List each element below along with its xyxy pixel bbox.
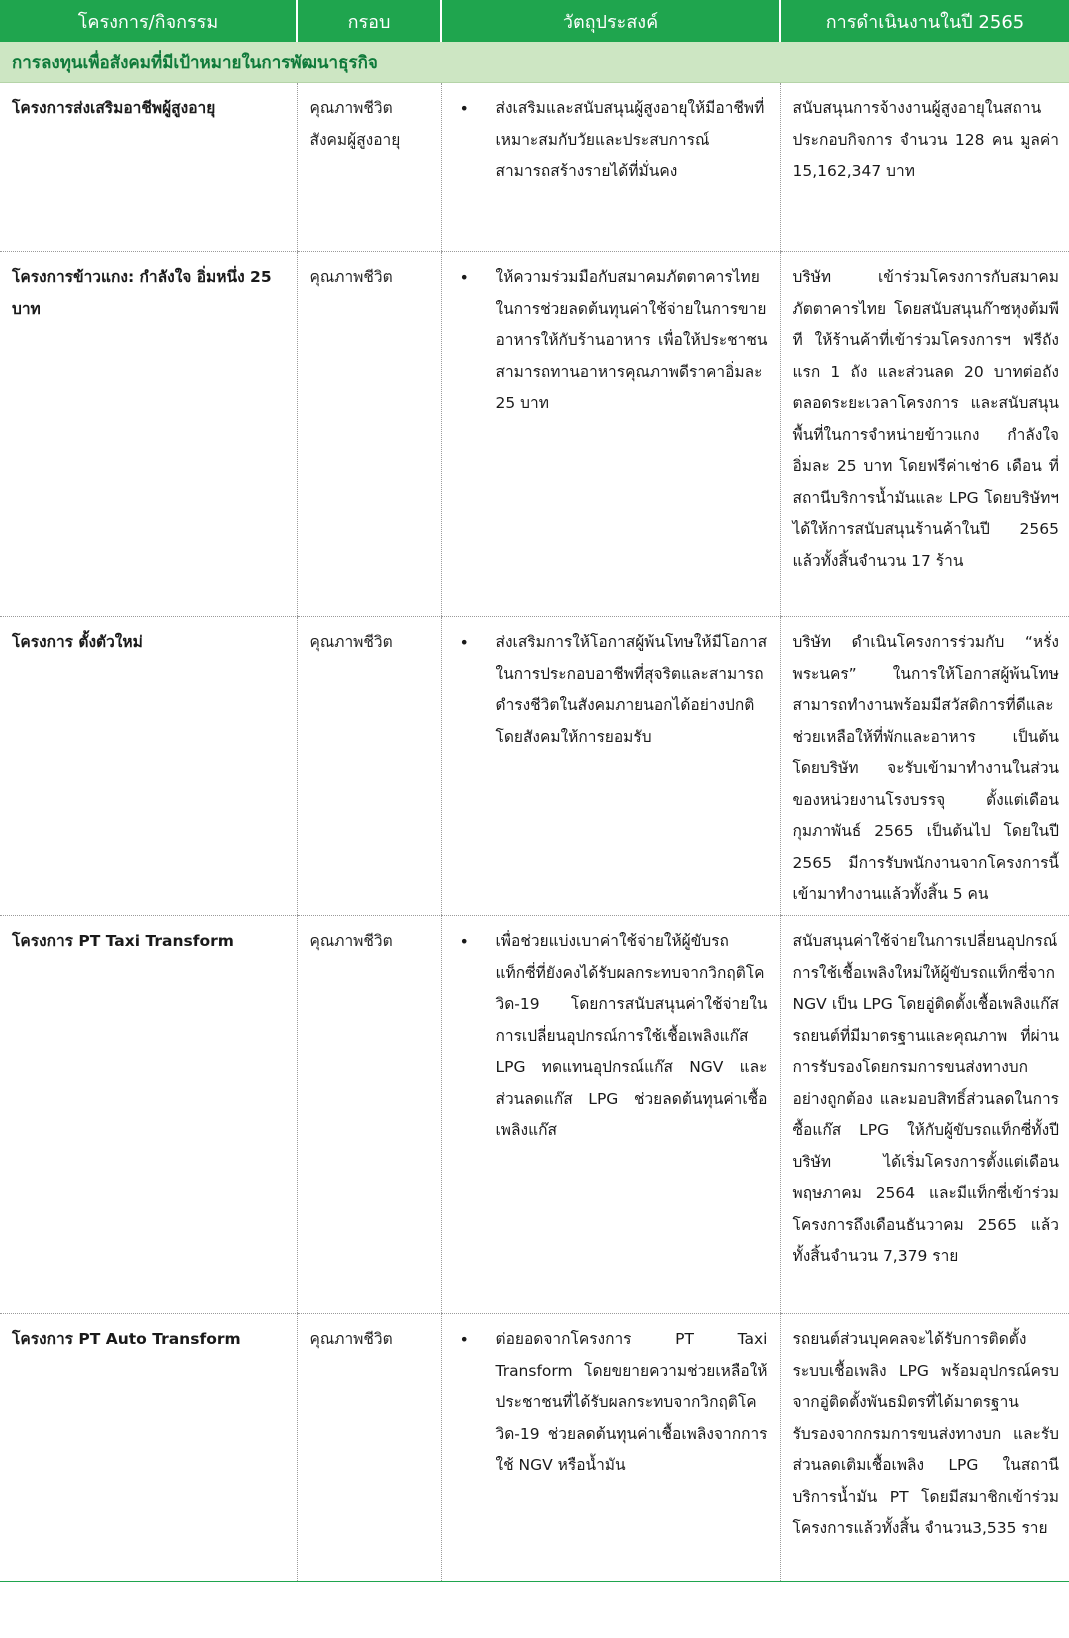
objective-cell [441,83,780,252]
framework-cell: คุณภาพชีวิต [297,916,441,1314]
objective-cell [441,916,780,1314]
table-row [0,83,1069,252]
objective-text: ให้ความร่วมมือกับสมาคมภัตตาคารไทย ในการช่วยลดต้นทุนค่าใช้จ่ายในการขายอาหารให้กับร้านอาหาร เพื่อให้ประชาชนสามารถทานอาหารคุณภาพดีราคาอิ่มละ 25 บาท [495,268,768,412]
header-row [0,0,1069,42]
result-cell: สนับสนุนการจ้างงานผู้สูงอายุในสถานประกอบกิจการ จำนวน 128 คน มูลค่า 15,162,347 บาท [780,83,1069,252]
framework-cell: คุณภาพชีวิต [297,617,441,916]
result-cell: บริษัท เข้าร่วมโครงการกับสมาคมภัตตาคารไทย โดยสนับสนุนก๊าซหุงต้มพีที ให้ร้านค้าที่เข้าร่วมโครงการฯ ฟรีถังแรก 1 ถัง และส่วนลด 20 บาทต่อถัง ตลอดระยะเวลาโครงการ และสนับสนุนพื้นที่ในการจำหน่ายข้าวแกง กำลังใจ อิ่มละ 25 บาท โดยฟรีค่าเช่า6 เดือน ที่สถานีบริการน้ำมันและ LPG โดยบริษัทฯ ได้ให้การสนับสนุนร้านค้าในปี 2565 แล้วทั้งสิ้นจำนวน 17 ร้าน [780,252,1069,617]
header-framework: กรอบ [297,0,441,42]
bullet-icon: • [459,99,469,118]
table-row [0,916,1069,1314]
header-project: โครงการ/กิจกรรม [0,0,297,42]
objective-cell [441,1314,780,1582]
objective-text: ส่งเสริมการให้โอกาสผู้พ้นโทษให้มีโอกาสในการประกอบอาชีพที่สุจริตและสามารถดำรงชีวิตในสังคมภายนอกได้อย่างปกติ โดยสังคมให้การยอมรับ [495,633,768,746]
bullet-icon: • [459,268,469,287]
result-cell: รถยนต์ส่วนบุคคลจะได้รับการติดตั้งระบบเชื้อเพลิง LPG พร้อมอุปกรณ์ครบจากอู่ติดตั้งพันธมิตรที่ได้มาตรฐานรับรองจากกรมการขนส่งทางบก และรับส่วนลดเติมเชื้อเพลิง LPG ในสถานีบริการน้ำมัน PT โดยมีสมาชิกเข้าร่วมโครงการแล้วทั้งสิ้น จำนวน3,535 ราย [780,1314,1069,1582]
framework-cell: คุณภาพชีวิต [297,1314,441,1582]
objective-text: ส่งเสริมและสนับสนุนผู้สูงอายุให้มีอาชีพที่เหมาะสมกับวัยและประสบการณ์ สามารถสร้างรายได้ที่มั่นคง [495,99,765,180]
table-row [0,252,1069,617]
table-header [0,0,1069,42]
objective-cell [441,252,780,617]
result-cell: สนับสนุนค่าใช้จ่ายในการเปลี่ยนอุปกรณ์การใช้เชื้อเพลิงใหม่ให้ผู้ขับรถแท็กซี่จาก NGV เป็น LPG โดยอู่ติดตั้งเชื้อเพลิงแก๊สรถยนต์ที่มีมาตรฐานและคุณภาพ ที่ผ่านการรับรองโดยกรมการขนส่งทางบกอย่างถูกต้อง และมอบสิทธิ์ส่วนลดในการซื้อแก๊ส LPG ให้กับผู้ขับรถแท็กซี่ทั้งปี บริษัท ได้เริ่มโครงการตั้งแต่เดือนพฤษภาคม 2564 และมีแท็กซี่เข้าร่วมโครงการถึงเดือนธันวาคม 2565 แล้วทั้งสิ้นจำนวน 7,379 ราย [780,916,1069,1314]
framework-cell: คุณภาพชีวิต [297,252,441,617]
project-name: โครงการส่งเสริมอาชีพผู้สูงอายุ [0,83,297,252]
project-name: โครงการ PT Taxi Transform [0,916,297,1314]
bullet-icon: • [459,932,469,951]
table-row [0,617,1069,916]
framework-cell: คุณภาพชีวิต สังคมผู้สูงอายุ [297,83,441,252]
header-objective: วัตถุประสงค์ [441,0,780,42]
table-body [0,42,1069,1582]
objective-text: ต่อยอดจากโครงการ PT Taxi Transform โดยขยายความช่วยเหลือให้ประชาชนที่ได้รับผลกระทบจากวิกฤติโควิด-19 ช่วยลดต้นทุนค่าเชื้อเพลิงจากการใช้ NGV หรือน้ำมัน [495,1330,768,1474]
project-name: โครงการ ตั้งตัวใหม่ [0,617,297,916]
header-result: การดำเนินงานในปี 2565 [780,0,1069,42]
project-name: โครงการ PT Auto Transform [0,1314,297,1582]
bullet-icon: • [459,633,469,652]
objective-cell [441,617,780,916]
table-row [0,1314,1069,1582]
result-cell: บริษัท ดำเนินโครงการร่วมกับ “หรั่ง พระนคร” ในการให้โอกาสผู้พ้นโทษสามารถทำงานพร้อมมีสวัสดิการที่ดีและช่วยเหลือให้ที่พักและอาหาร เป็นต้น โดยบริษัท จะรับเข้ามาทำงานในส่วนของหน่วยงานโรงบรรจุ ตั้งแต่เดือนกุมภาพันธ์ 2565 เป็นต้นไป โดยในปี 2565 มีการรับพนักงานจากโครงการนี้เข้ามาทำงานแล้วทั้งสิ้น 5 คน [780,617,1069,916]
bullet-icon: • [459,1330,469,1349]
objective-text: เพื่อช่วยแบ่งเบาค่าใช้จ่ายให้ผู้ขับรถแท็กซี่ที่ยังคงได้รับผลกระทบจากวิกฤติโควิด-19 โดยการสนับสนุนค่าใช้จ่ายในการเปลี่ยนอุปกรณ์การใช้เชื้อเพลิงแก๊ส LPG ทดแทนอุปกรณ์แก๊ส NGV และส่วนลดแก๊ส LPG ช่วยลดต้นทุนค่าเชื้อเพลิงแก๊ส [495,932,768,1139]
project-name: โครงการข้าวแกง: กำลังใจ อิ่มหนึ่ง 25 บาท [0,252,297,617]
section-title: การลงทุนเพื่อสังคมที่มีเป้าหมายในการพัฒนาธุรกิจ [0,42,1069,83]
section-row [0,42,1069,83]
